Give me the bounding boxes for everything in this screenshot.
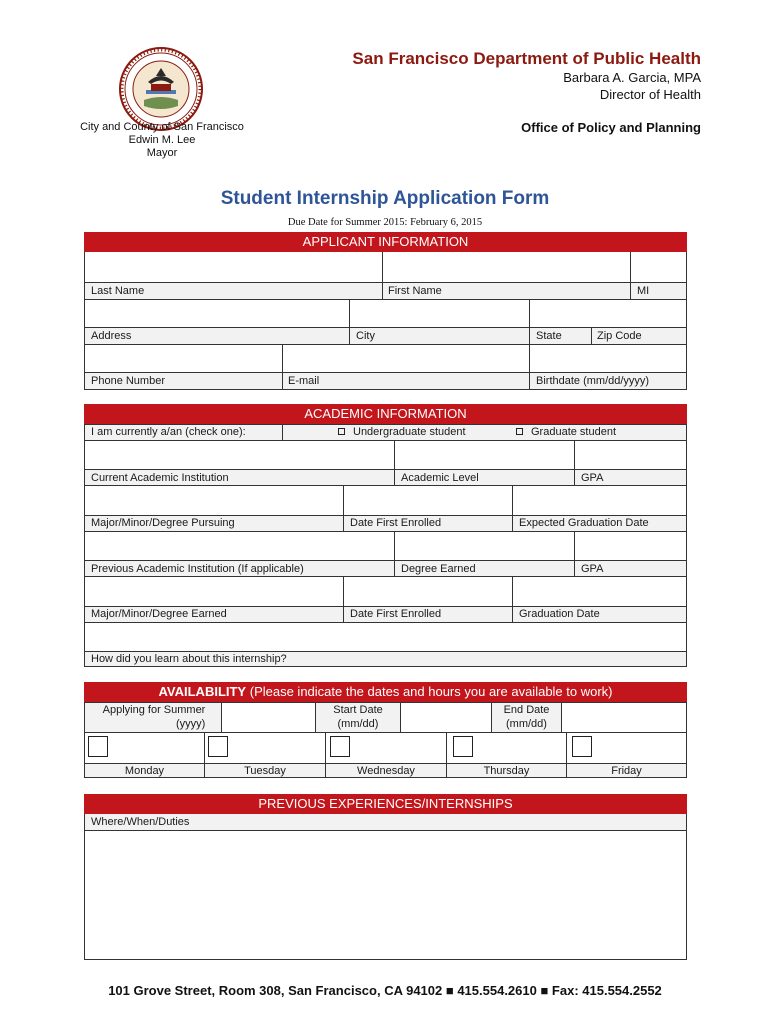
- mi-label: MI: [637, 285, 650, 297]
- expected-graduation-field[interactable]: [513, 486, 686, 515]
- previous-gpa-field[interactable]: [575, 532, 686, 560]
- city-seal-icon: [118, 46, 204, 132]
- summer-year-field[interactable]: [222, 703, 315, 732]
- phone-field[interactable]: [85, 345, 282, 372]
- address-label: Address: [91, 330, 132, 342]
- mayor-title: Mayor: [146, 147, 178, 159]
- mi-field[interactable]: [631, 253, 686, 282]
- day-label-wednesday: Wednesday: [357, 765, 415, 777]
- email-field[interactable]: [283, 345, 529, 372]
- end-date-label: End Date: [503, 704, 550, 716]
- academic-level-field[interactable]: [395, 441, 574, 469]
- zip-label: Zip Code: [597, 330, 642, 342]
- graduation-date-label: Graduation Date: [519, 608, 600, 620]
- due-date: Due Date for Summer 2015: February 6, 2015: [287, 217, 483, 228]
- where-when-duties-label: Where/When/Duties: [91, 816, 190, 828]
- wednesday-hours-field[interactable]: [350, 733, 446, 763]
- date-first-enrolled-field[interactable]: [344, 486, 512, 515]
- address-field[interactable]: [85, 300, 349, 327]
- academic-section-header: ACADEMIC INFORMATION: [84, 404, 687, 424]
- thursday-hours-field[interactable]: [473, 733, 566, 763]
- major-earned-field[interactable]: [85, 577, 343, 606]
- experience-textarea[interactable]: [85, 831, 686, 959]
- academic-level-label: Academic Level: [401, 472, 479, 484]
- director-name: Barbara A. Garcia, MPA: [563, 70, 701, 85]
- phone-label: Phone Number: [91, 375, 165, 387]
- department-block: [352, 48, 701, 136]
- date-first-enrolled-label: Date First Enrolled: [350, 517, 442, 529]
- city-line: City and County of San Francisco: [80, 121, 244, 133]
- degree-earned-field[interactable]: [395, 532, 574, 560]
- current-institution-label: Current Academic Institution: [91, 472, 229, 484]
- start-date-field[interactable]: [401, 703, 491, 732]
- mayor-block: [62, 121, 262, 160]
- degree-earned-label: Degree Earned: [401, 563, 476, 575]
- tuesday-hours-field[interactable]: [228, 733, 325, 763]
- gpa-label: GPA: [581, 472, 604, 484]
- day-label-monday: Monday: [124, 765, 165, 777]
- form-title: Student Internship Application Form: [220, 188, 550, 209]
- applying-summer-format: (yyyy): [176, 718, 206, 730]
- undergrad-option-label: Undergraduate student: [353, 426, 466, 438]
- student-status-prompt: I am currently a/an (check one):: [91, 426, 246, 438]
- friday-hours-field[interactable]: [592, 733, 686, 763]
- state-zip-field[interactable]: [530, 300, 686, 327]
- previous-institution-label: Previous Academic Institution (If applicable): [91, 563, 304, 575]
- availability-section-header: [84, 682, 687, 702]
- grad-option[interactable]: [516, 426, 616, 439]
- city-label: City: [356, 330, 375, 342]
- thursday-checkbox[interactable]: [453, 736, 473, 757]
- mayor-name: Edwin M. Lee: [128, 134, 196, 146]
- end-date-format: (mm/dd): [506, 718, 547, 730]
- first-name-label: First Name: [388, 285, 442, 297]
- availability-heading: AVAILABILITY: [158, 684, 247, 699]
- gpa-field[interactable]: [575, 441, 686, 469]
- start-date-format: (mm/dd): [337, 718, 379, 730]
- how-learned-label: How did you learn about this internship?: [91, 653, 287, 665]
- director-title: Director of Health: [599, 87, 701, 102]
- city-field[interactable]: [350, 300, 529, 327]
- day-label-tuesday: Tuesday: [244, 765, 286, 777]
- birthdate-field[interactable]: [530, 345, 686, 372]
- how-learned-field[interactable]: [85, 623, 686, 651]
- last-name-label: Last Name: [91, 285, 145, 297]
- end-date-field[interactable]: [562, 703, 686, 732]
- department-name: San Francisco Department of Public Health: [352, 49, 701, 68]
- major-pursuing-label: Major/Minor/Degree Pursuing: [91, 517, 235, 529]
- tuesday-checkbox[interactable]: [208, 736, 228, 757]
- monday-checkbox[interactable]: [88, 736, 108, 757]
- state-label: State: [536, 330, 562, 342]
- applicant-section-header: APPLICANT INFORMATION: [84, 232, 687, 252]
- monday-hours-field[interactable]: [107, 733, 204, 763]
- major-earned-label: Major/Minor/Degree Earned: [91, 608, 227, 620]
- last-name-field[interactable]: [85, 253, 382, 282]
- start-date-label: Start Date: [333, 704, 383, 716]
- previous-date-enrolled-label: Date First Enrolled: [350, 608, 442, 620]
- previous-gpa-label: GPA: [581, 563, 604, 575]
- grad-option-label: Graduate student: [531, 426, 617, 438]
- footer-address: 101 Grove Street, Room 308, San Francisco, CA 94102 ■ 415.554.2610 ■ Fax: 415.554.2552: [108, 983, 662, 998]
- email-label: E-mail: [288, 375, 320, 387]
- expected-graduation-label: Expected Graduation Date: [519, 517, 649, 529]
- office-name: Office of Policy and Planning: [521, 120, 701, 135]
- day-label-thursday: Thursday: [483, 765, 530, 777]
- friday-checkbox[interactable]: [572, 736, 592, 757]
- previous-date-enrolled-field[interactable]: [344, 577, 512, 606]
- undergrad-option[interactable]: [338, 426, 466, 439]
- previous-institution-field[interactable]: [85, 532, 394, 560]
- first-name-field[interactable]: [383, 253, 630, 282]
- current-institution-field[interactable]: [85, 441, 394, 469]
- experience-section-header: PREVIOUS EXPERIENCES/INTERNSHIPS: [84, 794, 687, 814]
- grad-checkbox[interactable]: [516, 428, 523, 435]
- undergrad-checkbox[interactable]: [338, 428, 345, 435]
- major-pursuing-field[interactable]: [85, 486, 343, 515]
- day-label-friday: Friday: [611, 765, 642, 777]
- applying-summer-label: Applying for Summer: [102, 704, 206, 716]
- availability-note: (Please indicate the dates and hours you are available to work): [249, 684, 613, 699]
- graduation-date-field[interactable]: [513, 577, 686, 606]
- wednesday-checkbox[interactable]: [330, 736, 350, 757]
- birthdate-label: Birthdate (mm/dd/yyyy): [536, 375, 650, 387]
